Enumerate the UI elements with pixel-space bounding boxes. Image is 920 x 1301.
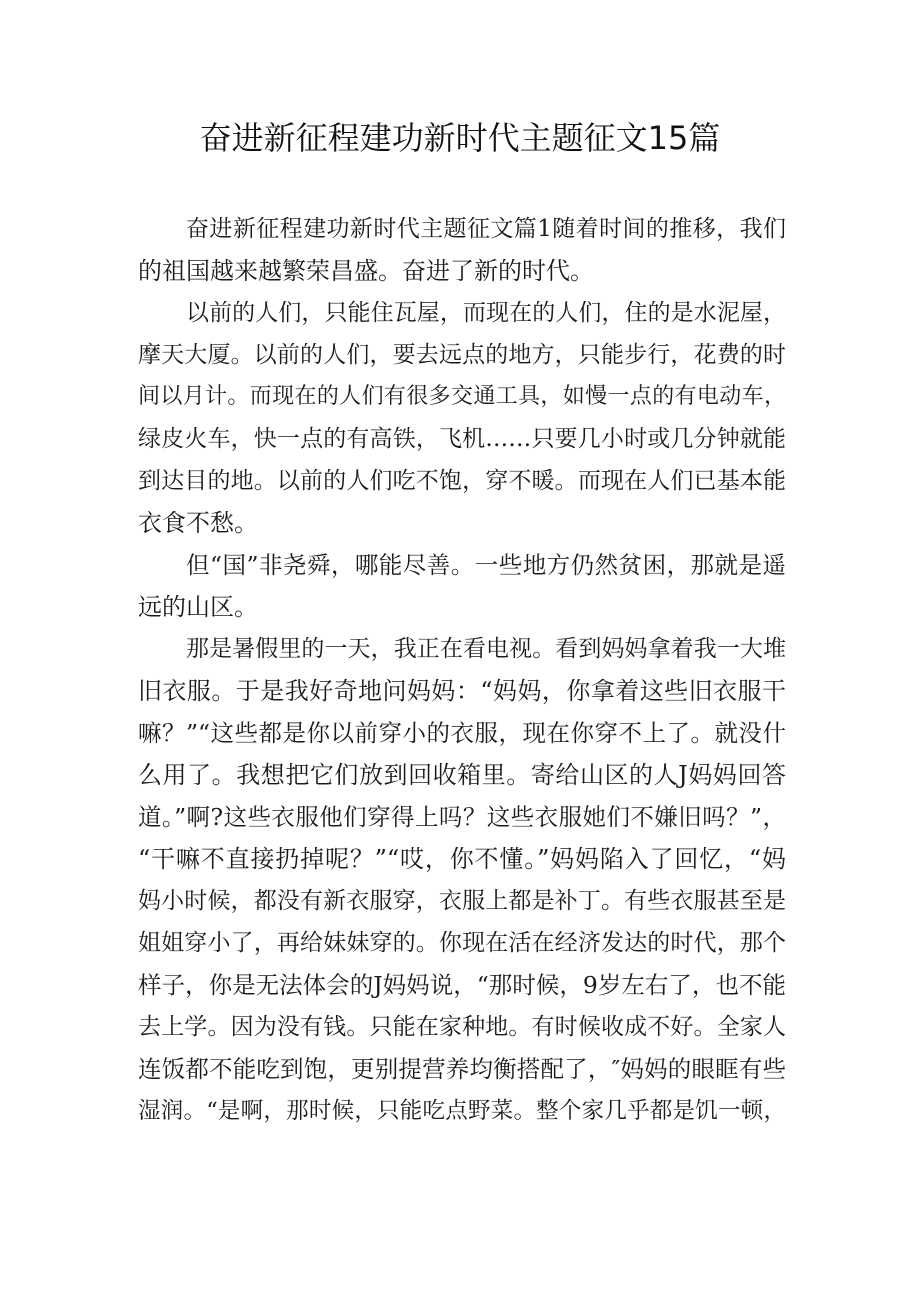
text-line: 间以月计。而现在的人们有很多交通工具，如慢一点的有电动车， [138,384,786,409]
document-title: 奋进新征程建功新时代主题征文15篇 [199,119,721,157]
text-line: 绿皮火车，快一点的有高铁，飞机……只要几小时或几分钟就能 [138,426,786,452]
text-line: 旧衣服。于是我好奇地问妈妈：“妈妈，你拿着这些旧衣服干 [138,677,786,705]
text-line: 样子，你是无法体会的J妈妈说，“那时候，9岁左右了，也不能 [138,971,786,999]
text-line: 到达目的地。以前的人们吃不饱，穿不暖。而现在人们已基本能 [138,468,786,494]
text-line: 衣食不愁。 [138,509,258,537]
text-line: 妈小时候，都没有新衣服穿，衣服上都是补丁。有些衣服甚至是 [138,888,786,914]
text-line: 姐姐穿小了，再给妹妹穿的。你现在活在经济发达的时代，那个 [138,930,786,956]
text-line: 以前的人们，只能住瓦屋，而现在的人们，住的是水泥屋， [186,300,786,326]
document-body [138,208,786,1132]
text-line: 远的山区。 [138,593,258,621]
text-line: 道。”啊?这些衣服他们穿得上吗？这些衣服她们不嫌旧吗？”， [138,803,786,831]
text-line: “干嘛不直接扔掉呢？”“哎，你不懂。”妈妈陷入了回忆，“妈 [138,845,786,873]
text-line: 么用了。我想把它们放到回收箱里。寄给山区的人J妈妈回答 [138,761,786,789]
text-line: 去上学。因为没有钱。只能在家种地。有时候收成不好。全家人 [138,1014,786,1040]
text-line: 但“国”非尧舜，哪能尽善。一些地方仍然贫困，那就是遥 [186,551,786,579]
text-line: 摩天大厦。以前的人们，要去远点的地方，只能步行，花费的时 [138,342,786,368]
text-line: 那是暑假里的一天，我正在看电视。看到妈妈拿着我一大堆 [186,636,786,662]
text-line: 奋进新征程建功新时代主题征文篇1随着时间的推移，我们 [186,216,786,242]
text-line: 湿润。“是啊，那时候，只能吃点野菜。整个家几乎都是饥一顿， [138,1098,786,1124]
text-line: 连饭都不能吃到饱，更别提营养均衡搭配了，″妈妈的眼眶有些 [138,1055,786,1083]
text-line: 嘛？”“这些都是你以前穿小的衣服，现在你穿不上了。就没什 [138,719,786,747]
text-line: 的祖国越来越繁荣昌盛。奋进了新的时代。 [138,257,594,285]
